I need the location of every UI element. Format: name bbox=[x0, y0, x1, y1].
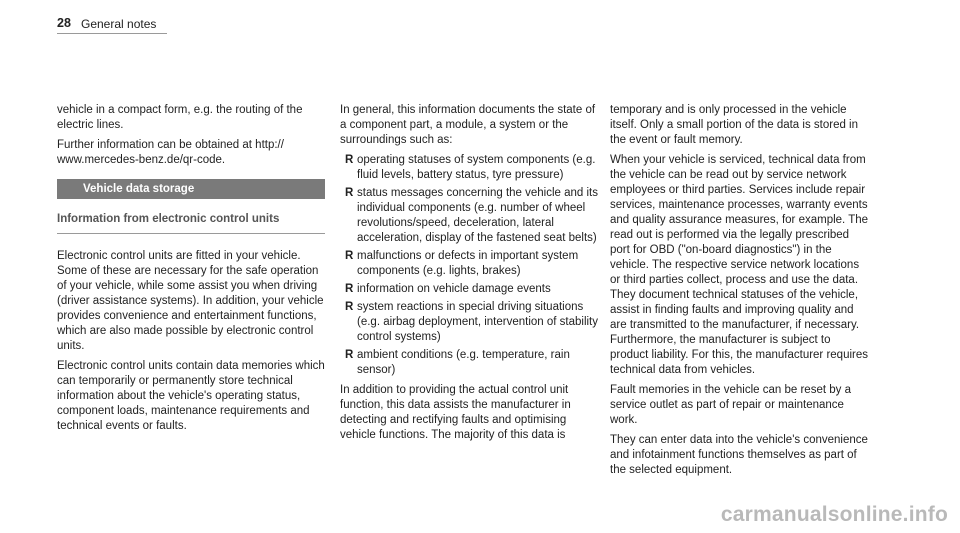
bullet-icon: R bbox=[345, 154, 354, 166]
bullet-icon: R bbox=[345, 283, 354, 295]
list-item bbox=[340, 300, 602, 345]
list-item-text: information on vehicle damage events bbox=[357, 283, 551, 295]
column-1 bbox=[57, 103, 325, 439]
list-item bbox=[340, 186, 602, 246]
page-title: General notes bbox=[81, 17, 157, 31]
column-3 bbox=[610, 103, 872, 483]
list-item-text: system reactions in special driving situations (e.g. airbag deployment, intervention of stability control systems) bbox=[357, 301, 598, 343]
bullet-icon: R bbox=[345, 250, 354, 262]
body-paragraph-5: Fault memories in the vehicle can be reset by a service outlet as part of repair or maintenance work. bbox=[610, 384, 851, 426]
body-paragraph-2: Electronic control units contain data memories which can temporarily or permanently store technical information about the vehicle's operating status, component loads, maintenance requirements and technical events or faults. bbox=[57, 360, 325, 432]
header-rule bbox=[57, 33, 167, 34]
list-item bbox=[340, 348, 602, 378]
page-number: 28 bbox=[57, 16, 71, 30]
column-2 bbox=[340, 103, 602, 448]
list-item-text: malfunctions or defects in important system components (e.g. lights, brakes) bbox=[357, 250, 579, 277]
body-paragraph-4: When your vehicle is serviced, technical data from the vehicle can be read out by service network employees or third parties. Services include repair services, maintenance processes, warranty events and quality assurance measures, for example. The read out is performed via the legally prescribed port for OBD ("on-board diagnostics") in the vehicle. The respective service network locations or third parties collect, process and use the data. They document technical statuses of the vehicle, assist in finding faults and improving quality and are transmitted to the manufacturer, if necessary. Furthermore, the manufacturer is subject to product liability. For this, the manufacturer requires technical data from vehicles. bbox=[610, 154, 869, 376]
bullet-list bbox=[340, 153, 602, 378]
list-item-text: ambient conditions (e.g. temperature, rain sensor) bbox=[357, 349, 570, 376]
bullet-icon: R bbox=[345, 349, 354, 361]
subheading: Information from electronic control units bbox=[57, 213, 280, 225]
body-paragraph-3: temporary and is only processed in the vehicle itself. Only a small portion of the data is stored in the event or fault memory. bbox=[610, 104, 859, 146]
list-item-text: operating statuses of system components (e.g. fluid levels, battery status, tyre pressure) bbox=[357, 154, 596, 181]
section-heading: Vehicle data storage bbox=[57, 179, 325, 199]
list-item bbox=[340, 249, 602, 279]
closing-paragraph: In addition to providing the actual control unit function, this data assists the manufacturer in detecting and rectifying faults and optimising vehicle functions. The majority of this data is bbox=[340, 384, 571, 441]
watermark: carmanualsonline.info bbox=[720, 503, 948, 526]
subheading-rule bbox=[57, 233, 325, 234]
list-item-text: status messages concerning the vehicle and its individual components (e.g. number of wheel revolutions/speed, deceleration, lateral acceleration, display of the fastened seat belts) bbox=[357, 187, 598, 244]
lead-paragraph: In general, this information documents the state of a component part, a module, a system or the surroundings such as: bbox=[340, 104, 596, 146]
bullet-icon: R bbox=[345, 187, 354, 199]
list-item bbox=[340, 153, 602, 183]
list-item bbox=[340, 282, 602, 297]
intro-paragraph-2: Further information can be obtained at http:// www.mercedes-benz.de/qr-code. bbox=[57, 139, 284, 166]
body-paragraph-6: They can enter data into the vehicle's convenience and infotainment functions themselves as part of the selected equipment. bbox=[610, 434, 868, 476]
bullet-icon: R bbox=[345, 301, 354, 313]
body-paragraph-1: Electronic control units are fitted in your vehicle. Some of these are necessary for the safe operation of your vehicle, while some assist you when driving (driver assistance systems). In addition, your vehicle provides convenience and entertainment functions, which are also made possible by electronic control units. bbox=[57, 250, 324, 352]
page-header bbox=[57, 16, 197, 36]
intro-paragraph-1: vehicle in a compact form, e.g. the routing of the electric lines. bbox=[57, 104, 303, 131]
